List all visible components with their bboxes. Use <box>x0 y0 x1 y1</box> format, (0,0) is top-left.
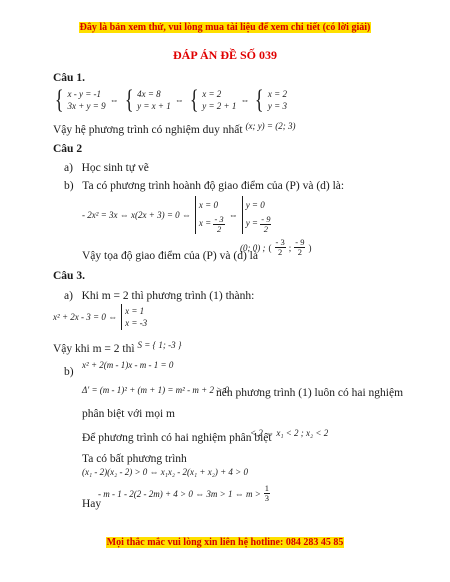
header-banner: Đây là bản xem thử, vui lòng mua tài liệu để xem chi tiết (có lời giải) <box>79 22 371 33</box>
q3-b-equation: x² + 2(m - 1)x - m - 1 = 0 <box>82 360 174 370</box>
q2-conclusion: Vậy tọa độ giao điểm của (P) và (d) là <box>82 250 258 262</box>
q3-heading: Câu 3. <box>53 270 85 282</box>
q3-equation: x² + 2x - 3 = 0 ⇔ x = 1 x = -3 <box>53 306 148 328</box>
q3-delta: Δ' = (m - 1)² + (m + 1) = m² - m + 2 > 0 <box>82 385 230 395</box>
page-title: ĐÁP ÁN ĐỀ SỐ 039 <box>172 48 277 62</box>
q2-equation: - 2x² = 3x ⇔ x(2x + 3) = 0 ⇔ x = 0 x = $\frac{- 3}{2}$ ⇔ y = 0 y = $\frac{- 9}{2}$ <box>82 196 271 234</box>
q3-inequality: (x₁ - 2)(x₂ - 2) > 0 ⇔ x₁x₂ - 2(x₁ + x₂) + 4 > 0 <box>82 467 249 477</box>
q2-part-b: b) Ta có phương trình hoành độ giao điểm của (P) và (d) là: <box>64 180 345 192</box>
q2-points: (0; 0) ; ( $\frac{- 3}{2}$ ; $\frac{- 9}{2}$ ) <box>240 237 312 257</box>
q3-delta-text: nên phương trình (1) luôn có hai nghiệm <box>216 387 404 399</box>
q3-condition-text: Để phương trình có hai nghiệm phân biệt <box>82 432 272 444</box>
q2-part-a: a) Học sinh tự vẽ <box>64 162 149 174</box>
q3-conclusion: Vậy khi m = 2 thì $^{S = \{ 1; -3 \}}$ <box>53 340 182 355</box>
q3-condition-math: < 2 ⇔ x₁ < 2 ; x₂ < 2 <box>250 428 329 438</box>
q1-heading: Câu 1. <box>53 72 85 84</box>
q1-system-chain: { x - y = -1 3x + y = 9 ⇔ { 4x = 8 y = x + 1 ⇔ { x = 2 y = 2 + 1 ⇔ { x = 2 y = 3 <box>54 85 287 114</box>
q3-hay: Hay <box>82 498 102 510</box>
q3-part-b-label: b) <box>64 366 74 378</box>
q3-delta-text-2: phân biệt với mọi m <box>82 408 175 420</box>
q2-heading: Câu 2 <box>53 143 83 155</box>
q1-conclusion: Vậy hệ phương trình có nghiệm duy nhất $^{(x; y) = (2; 3)}$ <box>53 121 296 136</box>
q3-part-a: a) Khi m = 2 thì phương trình (1) thành: <box>64 290 255 302</box>
q3-have-text: Ta có bất phương trình <box>82 453 187 465</box>
footer-banner: Mọi thắc mắc vui lòng xin liên hệ hotline: 084 283 45 85 <box>106 537 344 548</box>
q3-final: - m - 1 - 2(2 - 2m) + 4 > 0 ⇔ 3m > 1 ⇔ m > $\frac{1}{3}$ <box>98 483 270 503</box>
